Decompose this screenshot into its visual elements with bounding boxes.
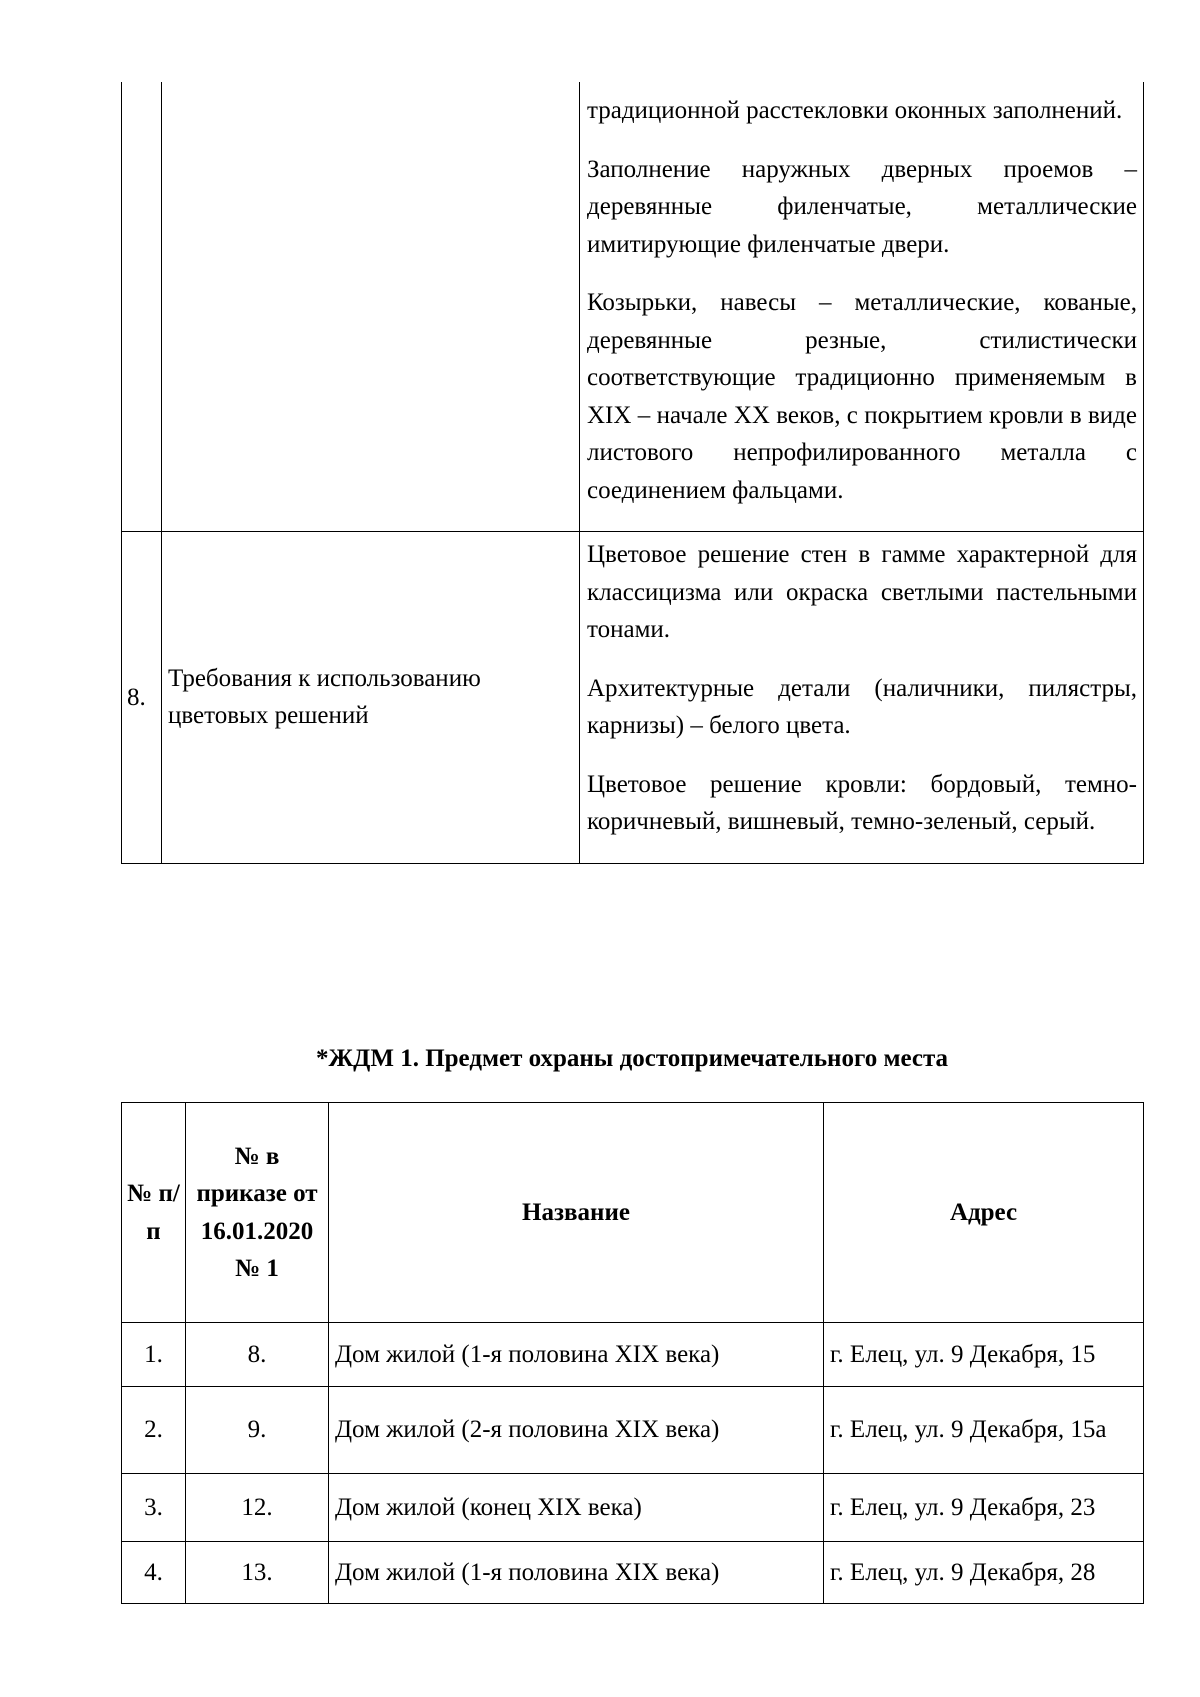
order-number: 8. bbox=[186, 1323, 329, 1387]
requirements-table bbox=[121, 82, 1144, 864]
continuation-number-cell bbox=[122, 82, 162, 532]
table-row bbox=[122, 1387, 1144, 1474]
row-number: 4. bbox=[122, 1542, 186, 1604]
object-name: Дом жилой (2-я половина XIX века) bbox=[329, 1387, 824, 1474]
header-name: Название bbox=[329, 1103, 824, 1323]
table-row bbox=[122, 1323, 1144, 1387]
requirement-name: Требования к использованию цветовых решений bbox=[162, 532, 580, 864]
requirements-row-8 bbox=[122, 532, 1144, 864]
description-paragraph: Заполнение наружных дверных проемов – деревянные филенчатые, металлические имитирующие филенчатые двери. bbox=[587, 155, 1137, 258]
object-name: Дом жилой (1-я половина XIX века) bbox=[329, 1542, 824, 1604]
object-address: г. Елец, ул. 9 Декабря, 15а bbox=[824, 1387, 1144, 1474]
description-paragraph: традиционной расстекловки оконных заполнений. bbox=[587, 97, 1123, 124]
row-number: 2. bbox=[122, 1387, 186, 1474]
order-number: 13. bbox=[186, 1542, 329, 1604]
row-number: 3. bbox=[122, 1474, 186, 1542]
header-order-number: № в приказе от 16.01.2020 № 1 bbox=[186, 1103, 329, 1323]
object-address: г. Елец, ул. 9 Декабря, 28 bbox=[824, 1542, 1144, 1604]
continuation-description-cell bbox=[580, 82, 1144, 532]
object-address: г. Елец, ул. 9 Декабря, 23 bbox=[824, 1474, 1144, 1542]
description-paragraph: Козырьки, навесы – металлические, кованые, деревянные резные, стилистически соответствующие традиционно применяемым в XIX – начале XX веков, с покрытием кровли в виде листового непрофилированного металла с соединением фальцами. bbox=[587, 289, 1137, 504]
description-paragraph: Цветовое решение стен в гамме характерной для классицизма или окраска светлыми пастельными тонами. bbox=[587, 541, 1137, 643]
table-row bbox=[122, 1542, 1144, 1604]
order-number: 9. bbox=[186, 1387, 329, 1474]
section-heading: *ЖДМ 1. Предмет охраны достопримечательного места bbox=[315, 1045, 949, 1072]
table-row bbox=[122, 1474, 1144, 1542]
row-number: 8. bbox=[122, 532, 162, 864]
header-address: Адрес bbox=[824, 1103, 1144, 1323]
row-number: 1. bbox=[122, 1323, 186, 1387]
objects-table bbox=[121, 1102, 1144, 1604]
order-number: 12. bbox=[186, 1474, 329, 1542]
table-header-row bbox=[122, 1103, 1144, 1323]
description-paragraph: Цветовое решение кровли: бордовый, темно-коричневый, вишневый, темно-зеленый, серый. bbox=[587, 770, 1137, 835]
description-paragraph: Архитектурные детали (наличники, пилястры, карнизы) – белого цвета. bbox=[587, 674, 1137, 739]
object-address: г. Елец, ул. 9 Декабря, 15 bbox=[824, 1323, 1144, 1387]
object-name: Дом жилой (конец XIX века) bbox=[329, 1474, 824, 1542]
object-name: Дом жилой (1-я половина XIX века) bbox=[329, 1323, 824, 1387]
requirement-description-cell bbox=[580, 532, 1144, 864]
continuation-name-cell bbox=[162, 82, 580, 532]
header-number: № п/п bbox=[122, 1103, 186, 1323]
requirements-continuation-row bbox=[122, 82, 1144, 532]
